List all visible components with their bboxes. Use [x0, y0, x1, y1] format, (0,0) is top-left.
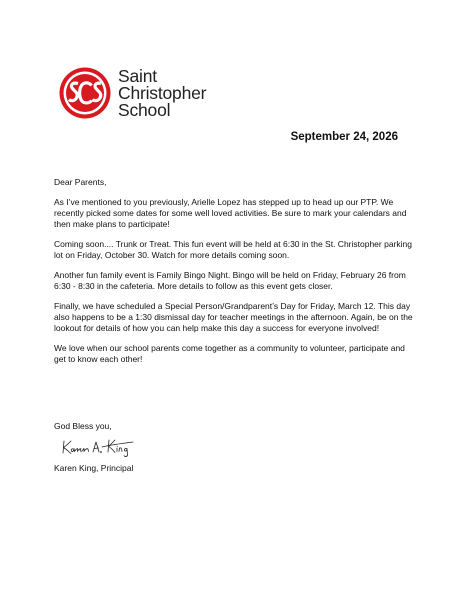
school-logo-icon — [58, 66, 112, 120]
paragraph-bingo-night: Another fun family event is Family Bingo Night. Bingo will be held on Friday, February 26 from 6:30 - 8:30 in the cafeteria. More details to follow as this event gets closer. — [54, 270, 406, 291]
closing: God Bless you, — [54, 421, 112, 431]
letterhead — [58, 66, 206, 120]
salutation: Dear Parents, — [54, 177, 107, 187]
paragraph-community: We love when our school parents come together as a community to volunteer, participate and get to know each other! — [54, 343, 405, 364]
school-name-line-2: Christopher — [118, 82, 207, 103]
handwritten-signature — [60, 436, 136, 458]
letter-date: September 24, 2026 — [290, 131, 398, 143]
signer-name: Karen King, Principal — [54, 463, 134, 473]
paragraph-grandparents-day: Finally, we have scheduled a Special Person/Grandparent’s Day for Friday, March 12. This day also happens to be a 1:30 dismissal day for teacher meetings in the afternoon. Again, be on the lookout for details of how you can help make this day a success for everyone involved! — [54, 301, 413, 333]
letter-body — [54, 177, 414, 374]
school-name — [118, 65, 207, 120]
paragraph-trunk-or-treat: Coming soon.... Trunk or Treat. This fun event will be held at 6:30 in the St. Christopher parking lot on Friday, October 30. Watch for more details coming soon. — [54, 239, 412, 260]
paragraph-intro: As I’ve mentioned to you previously, Arielle Lopez has stepped up to head up our PTP. We recently picked some dates for some well loved activities. Be sure to mark your calendars and then make plans to participate! — [54, 197, 407, 229]
school-name-line-3: School — [118, 99, 171, 120]
school-name-line-1: Saint — [118, 65, 157, 86]
